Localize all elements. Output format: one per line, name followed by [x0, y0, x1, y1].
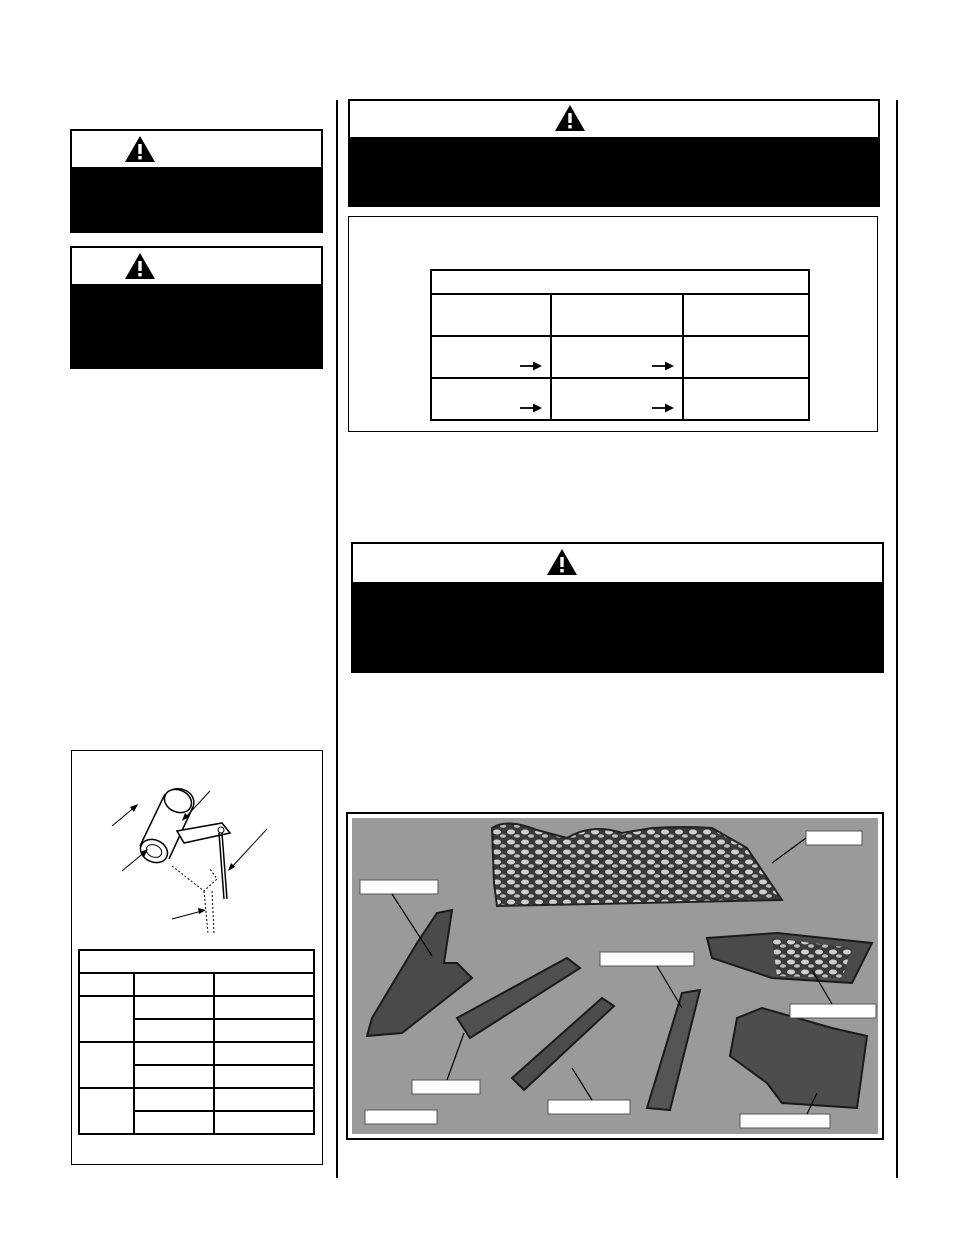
table-row — [79, 950, 314, 973]
warning-box-right-middle — [351, 542, 884, 673]
column-divider-left — [336, 100, 338, 1178]
warning-body — [353, 584, 882, 671]
arrow-right-icon — [652, 361, 674, 371]
table-row — [79, 1042, 314, 1065]
table-row — [431, 336, 809, 378]
warning-box-left-2 — [70, 246, 323, 369]
table-row — [431, 294, 809, 336]
table-row — [79, 996, 314, 1019]
warning-box-right-top — [348, 99, 880, 207]
warning-header — [350, 101, 878, 139]
table-row — [431, 378, 809, 420]
arrow-right-icon — [520, 361, 542, 371]
table-row — [79, 973, 314, 996]
log-set-photo-frame — [346, 812, 884, 1140]
arrow-right-icon — [652, 403, 674, 413]
conversion-table-frame — [348, 216, 878, 432]
orifice-table — [78, 949, 315, 1135]
log-set-photo — [352, 818, 878, 1134]
warning-header — [72, 248, 321, 286]
warning-body — [72, 286, 321, 367]
conversion-table — [430, 269, 810, 421]
arrow-right-icon — [520, 403, 542, 413]
warning-body — [350, 139, 878, 205]
table-row — [79, 1088, 314, 1111]
warning-header — [72, 131, 321, 169]
warning-header — [353, 544, 882, 584]
warning-body — [72, 169, 321, 231]
warning-triangle-icon — [124, 135, 156, 163]
warning-triangle-icon — [546, 548, 578, 576]
column-divider-right — [896, 100, 898, 1178]
orifice-figure-box — [71, 750, 323, 1165]
warning-box-left-1 — [70, 129, 323, 233]
orifice-drawing — [72, 751, 322, 951]
warning-triangle-icon — [124, 252, 156, 280]
warning-triangle-icon — [554, 104, 586, 132]
table-row — [431, 270, 809, 294]
